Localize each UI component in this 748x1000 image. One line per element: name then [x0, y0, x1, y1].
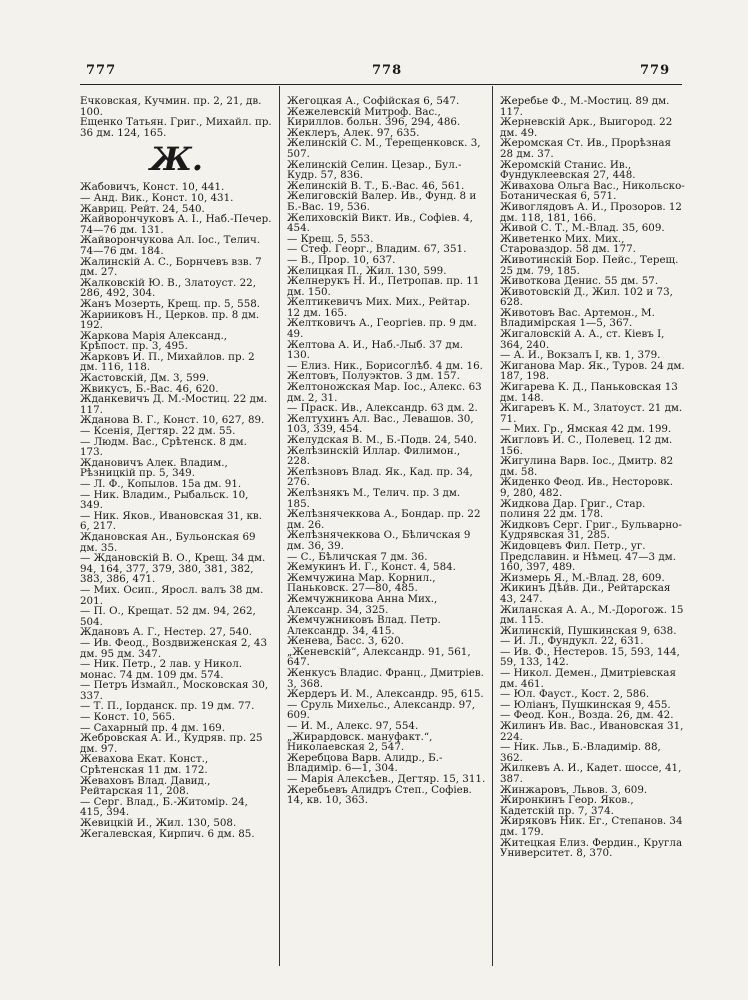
directory-entry: — Т. П., Іорданск. пр. 19 дм. 77.	[80, 700, 255, 713]
directory-entry: Женева, Басс. 3, 620.	[287, 635, 404, 648]
directory-entry: — Ник. Льв., Б.-Владимір. 88, 362.	[500, 741, 661, 764]
directory-entry: Жиденко Феод. Ив., Несторовк. 9, 280, 482.	[500, 476, 673, 499]
directory-entry: Жидкова Дар. Григ., Стар. полиня 22 дм. 178.	[500, 497, 646, 521]
directory-entry: Жеромскій Станис. Ив., Фундуклеевская 27, 448.	[500, 158, 636, 182]
directory-entry: Жеромская Ст. Ив., Прорѣзная 28 дм. 37.	[500, 137, 671, 160]
directory-entry: — Никол. Демен., Дмитріевская дм. 461.	[500, 667, 676, 690]
directory-entry: Жиронкинъ Геор. Яков., Кадетскій пр. 7, 374.	[500, 794, 634, 817]
directory-entry: Желнерукъ Н. И., Петропав. пр. 11 дм. 150.	[287, 275, 480, 298]
directory-entry: Жанъ Мозерть, Крещ. пр. 5, 558.	[80, 297, 261, 310]
directory-entry: Животовскій Д., Жил. 102 и 73, 628.	[500, 285, 673, 309]
directory-entry: Животкова Денис. 55 дм. 57.	[500, 275, 659, 288]
directory-entry: Желтова А. И., Наб.-Лыб. 37 дм. 130.	[287, 338, 464, 362]
directory-entry: — Елиз. Ник., Борисоглѣб. 4 дм. 16.	[287, 359, 483, 372]
directory-entry: — Мих. Гр., Ямская 42 дм. 199.	[500, 423, 672, 436]
directory-entry: Жизмерь Я., М.-Влад. 28, 609.	[500, 571, 665, 584]
directory-entry: Жданова В. Г., Конст. 10, 627, 89.	[80, 414, 265, 427]
directory-entry: Жалинскій А. С., Борнчевъ взв. 7 дм. 27.	[80, 255, 262, 279]
header-rule	[80, 84, 682, 85]
column-right	[500, 96, 686, 982]
directory-entry: Желицкая П., Жил. 130, 599.	[287, 264, 447, 277]
page-number-right: 779	[640, 63, 671, 78]
directory-entry: — В., Прор. 10, 637.	[287, 253, 396, 266]
directory-entry: Жерневскій Арк., Выигород. 22 дм. 49.	[500, 116, 673, 139]
directory-entry: — Ив. Феод., Воздвиженская 2, 43 дм. 95 дм. 347.	[80, 636, 268, 660]
directory-entry: Желѣзнячеккова О., Бѣличская 9 дм. 36, 39.	[287, 529, 471, 552]
directory-entry: Жежелевскій Митроф. Вас., Кириллов. больн. 396, 294, 486.	[287, 105, 461, 129]
column-divider-1	[279, 86, 280, 966]
directory-entry: Живетенко Мих. Мих., Староваздор. 58 дм. 177.	[500, 232, 636, 256]
directory-entry: Желинскій В. Т., Б.-Вас. 46, 561.	[287, 179, 465, 192]
column-left	[80, 96, 273, 982]
column-center	[287, 96, 486, 982]
directory-entry: Жаркова Марія Александ., Крѣпост. пр. 3, 495.	[80, 329, 228, 353]
directory-entry: — Людм. Вас., Срѣтенск. 8 дм. 173.	[80, 435, 247, 459]
directory-entry: Жигловъ И. С., Полевец. 12 дм. 156.	[500, 434, 673, 457]
directory-entry: Жинжаровъ, Львов. 3, 609.	[500, 783, 648, 796]
directory-entry: Жиланская А. А., М.-Дорогож. 15 дм. 115.	[500, 603, 684, 627]
column-center-entries	[287, 96, 486, 806]
directory-entry: Жарковъ И. П., Михайлов. пр. 2 дм. 116, 118.	[80, 350, 255, 374]
directory-entry: Жавриц. Рейт. 24, 540.	[80, 202, 205, 215]
directory-entry: Жеклеръ, Алек. 97, 635.	[287, 126, 420, 139]
directory-entry: — С., Бѣличская 7 дм. 36.	[287, 550, 428, 563]
directory-entry: Желѣзнячеккова А., Бондар. пр. 22 дм. 26.	[287, 508, 481, 531]
directory-entry: Жевицкій И., Жил. 130, 508.	[80, 817, 237, 829]
directory-entry: — Серг. Влад., Б.-Житомір. 24, 415, 394.	[80, 795, 248, 819]
directory-entry: Жидовцевъ Фил. Петр., уг. Предславин. и Нѣмец. 47—3 дм. 160, 397, 489.	[500, 539, 676, 574]
directory-entry: — Ник. Петр., 2 лав. у Никол. монас. 74 дм. 109 дм. 574.	[80, 658, 243, 681]
directory-entry: Ждановская Ан., Бульонская 69 дм. 35.	[80, 530, 256, 554]
directory-entry: — Сахарный пр. 4 дм. 169.	[80, 721, 225, 734]
directory-entry: — Феод. Кон., Возда. 26, дм. 42.	[500, 709, 674, 722]
directory-entry: Желтикевичъ Мих. Мих., Рейтар. 12 дм. 165.	[287, 296, 470, 319]
directory-entry: Жиряковъ Ник. Ег., Степанов. 34 дм. 179.	[500, 815, 683, 838]
directory-entry: — Юліанъ, Пушкинская 9, 455.	[500, 698, 671, 711]
directory-entry: — И. Л., Фундукл. 22, 631.	[500, 635, 644, 648]
directory-entry: — Мих. Осип., Яросл. валъ 38 дм. 201.	[80, 583, 264, 607]
directory-entry: — Ждановскій В. О., Крещ. 34 дм. 94, 164, 377, 379, 380, 381, 382, 383, 386, 471.	[80, 552, 266, 586]
section-letter-heading: Ж.	[149, 140, 204, 179]
directory-entry: Жикинъ Дѣйв. Ди., Рейтарская 43, 247.	[500, 582, 671, 605]
directory-entry: Живой С. Т., М.-Влад. 35, 609.	[500, 222, 665, 235]
directory-entry: Жилкевъ А. И., Кадет. шоссе, 41, 387.	[500, 762, 682, 785]
directory-entry: Жегоцкая А., Софійская 6, 547.	[287, 96, 460, 107]
directory-entry: Желинскій Селин. Цезар., Бул.-Кудр. 57, 836.	[287, 158, 462, 182]
directory-entry: — Л. Ф., Копылов. 15а дм. 91.	[80, 478, 242, 490]
directory-entry: Ждановъ А. Г., Нестер. 27, 540.	[80, 626, 253, 639]
directory-entry: Живахова Ольга Вас., Никольско-Ботаническая 6, 571.	[500, 179, 685, 203]
directory-entry: — Ник. Владим., Рыбальск. 10, 349.	[80, 488, 249, 512]
directory-entry: Жигулина Варв. Іос., Дмитр. 82 дм. 58.	[500, 455, 674, 478]
directory-entry: Жеребцова Варв. Алидр., Б.-Владимір. 6—1, 304.	[287, 751, 443, 775]
directory-entry: Жемчужина Мар. Корнил., Паньковск. 27—80, 485.	[287, 571, 436, 595]
directory-entry: — Конст. 10, 565.	[80, 711, 176, 724]
directory-entry: Желудская В. М., Б.-Подв. 24, 540.	[287, 434, 477, 446]
directory-entry: Жемукинъ И. Г., Конст. 4, 584.	[287, 561, 456, 574]
directory-entry: Ещенко Татьян. Григ., Михайл. пр. 36 дм. 124, 165.	[80, 116, 272, 139]
directory-entry: Жидковъ Серг. Григ., Бульварно-Кудрявская 31, 285.	[500, 518, 682, 542]
directory-entry: — Ксенія, Дегтяр. 22 дм. 55.	[80, 425, 236, 438]
directory-entry: Жилинскій, Пушкинская 9, 638.	[500, 624, 677, 637]
directory-entry: Животовъ Вас. Артемон., М. Владимірская 1—5, 367.	[500, 306, 655, 330]
directory-entry: Жалковскій Ю. В., Златоуст. 22, 286, 492, 304.	[80, 276, 256, 300]
directory-entry: Жигаловскій А. А., ст. Кіевъ І, 364, 240.	[500, 328, 665, 351]
directory-entry: Жайворончукова Ал. Іос., Телич. 74—76 дм. 184.	[80, 234, 261, 257]
directory-entry: Житецкая Елиз. Фердин., Кругла Университет. 8, 370.	[500, 836, 683, 860]
directory-entry: „Женевскій“, Александр. 91, 561, 647.	[287, 645, 471, 669]
directory-entry: — Петръ Измайл., Московская 30, 337.	[80, 679, 269, 702]
directory-entry: Жеребье Ф., М.-Мостиц. 89 дм. 117.	[500, 96, 670, 118]
directory-entry: Жигарева К. Д., Паньковская 13 дм. 148.	[500, 381, 678, 404]
column-divider-2	[492, 86, 493, 966]
directory-entry: Жердеръ И. М., Александр. 95, 615.	[287, 688, 484, 701]
directory-entry: — Стеф. Георг., Владим. 67, 351.	[287, 243, 467, 256]
page-number-left: 777	[86, 63, 117, 78]
directory-entry: — Праск. Ив., Александр. 63 дм. 2.	[287, 402, 478, 415]
directory-entry: Желтоножская Мар. Іос., Алекс. 63 дм. 2, 31.	[287, 381, 482, 404]
directory-entry: „Жирардовск. мануфакт.“, Николаевская 2, 547.	[287, 730, 433, 754]
directory-entry: Ёчковская, Кучмин. пр. 2, 21, дв. 100.	[80, 96, 262, 118]
directory-entry: Жиганова Мар. Як., Туров. 24 дм. 187, 198.	[500, 359, 685, 383]
directory-entry: Жилинъ Ив. Вас., Ивановская 31, 224.	[500, 720, 684, 743]
directory-entry: — А. И., Вокзалъ І, кв. 1, 379.	[500, 349, 661, 362]
column-right-entries	[500, 96, 686, 859]
directory-entry: — Юл. Фауст., Кост. 2, 586.	[500, 688, 650, 701]
directory-entry: Жемчужникова Анна Мих., Алексанр. 34, 325.	[287, 592, 438, 616]
directory-entry: Желтовъ, Полуэктов. 3 дм. 157.	[287, 370, 460, 383]
directory-entry: Жабовичъ, Конст. 10, 441.	[80, 181, 225, 194]
directory-entry: Желѣзнякъ М., Телич. пр. 3 дм. 185.	[287, 486, 461, 510]
directory-entry: Жевахова Екат. Конст., Срѣтенская 11 дм. 172.	[80, 753, 209, 777]
directory-entry: Жемчужниковъ Влад. Петр. Александр. 34, 415.	[287, 614, 441, 637]
directory-entry: Жеребьевъ Алидръ Степ., Софіев. 14, кв. 10, 363.	[287, 783, 472, 807]
directory-entry: Жигаревъ К. М., Златоуст. 21 дм. 71.	[500, 402, 683, 425]
directory-entry: Жайворончуковъ А. І., Наб.-Печер. 74—76 дм. 131.	[80, 213, 272, 236]
directory-entry: — Крещ. 5, 553.	[287, 232, 374, 245]
directory-entry: — Ник. Яков., Ивановская 31, кв. 6, 217.	[80, 509, 263, 533]
directory-entry: Желиговскій Валер. Ив., Фунд. 8 и Б.-Вас. 19, 536.	[287, 190, 477, 213]
directory-entry: — И. М., Алекс. 97, 554.	[287, 720, 419, 733]
column-left-top-entries	[80, 96, 273, 138]
directory-entry: Жданкевичъ Д. М.-Мостиц. 22 дм. 117.	[80, 393, 268, 416]
directory-entry: Жеваховъ Влад. Давид., Рейтарская 11, 208.	[80, 774, 211, 798]
directory-entry: Жарииковъ Н., Церков. пр. 8 дм. 192.	[80, 308, 260, 332]
directory-entry: Животинскій Бор. Пейс., Терещ. 25 дм. 79, 185.	[500, 253, 679, 277]
column-left-entries	[80, 182, 273, 839]
directory-entry: Желинскій С. М., Терещенковск. 3, 507.	[287, 137, 481, 160]
directory-entry: — Анд. Вик., Конст. 10, 431.	[80, 191, 234, 204]
directory-entry: Ждановичъ Алек. Владим., Рѣзницкій пр. 5, 349.	[80, 456, 228, 480]
directory-entry: Жастовскій, Дм. 3, 599.	[80, 372, 210, 385]
directory-entry: Живоглядовъ А. И., Прозоров. 12 дм. 118, 181, 166.	[500, 200, 682, 224]
directory-entry: Жвикусъ, Б.-Вас. 46, 620.	[80, 382, 219, 395]
directory-entry: Желтухинъ Ал. Вас., Левашов. 30, 103, 339, 454.	[287, 412, 474, 436]
directory-entry: — Марія Алексѣев., Дегтяр. 15, 311.	[287, 773, 486, 785]
directory-entry: Жегалевская, Кирпич. 6 дм. 85.	[80, 827, 255, 840]
directory-entry: Желѣзинскій Иллар. Филимон., 228.	[287, 444, 461, 468]
directory-entry: — Ив. Ф., Нестеров. 15, 593, 144, 59, 133, 142.	[500, 645, 680, 669]
directory-entry: — П. О., Крещат. 52 дм. 94, 262, 504.	[80, 605, 256, 628]
directory-entry: Желиховскій Викт. Ив., Софіев. 4, 454.	[287, 211, 473, 235]
directory-entry: Жебровская А. И., Кудряв. пр. 25 дм. 97.	[80, 732, 263, 755]
page-number-center: 778	[372, 63, 403, 78]
directory-entry: Желѣзновъ Влад. Як., Кад. пр. 34, 276.	[287, 465, 473, 489]
directory-entry: Желтковичъ А., Георгіев. пр. 9 дм. 49.	[287, 317, 477, 341]
directory-entry: Женкусъ Владис. Франц., Дмитріев. 3, 368.	[287, 667, 484, 690]
directory-entry: — Сруль Михельс., Александр. 97, 609.	[287, 698, 476, 722]
